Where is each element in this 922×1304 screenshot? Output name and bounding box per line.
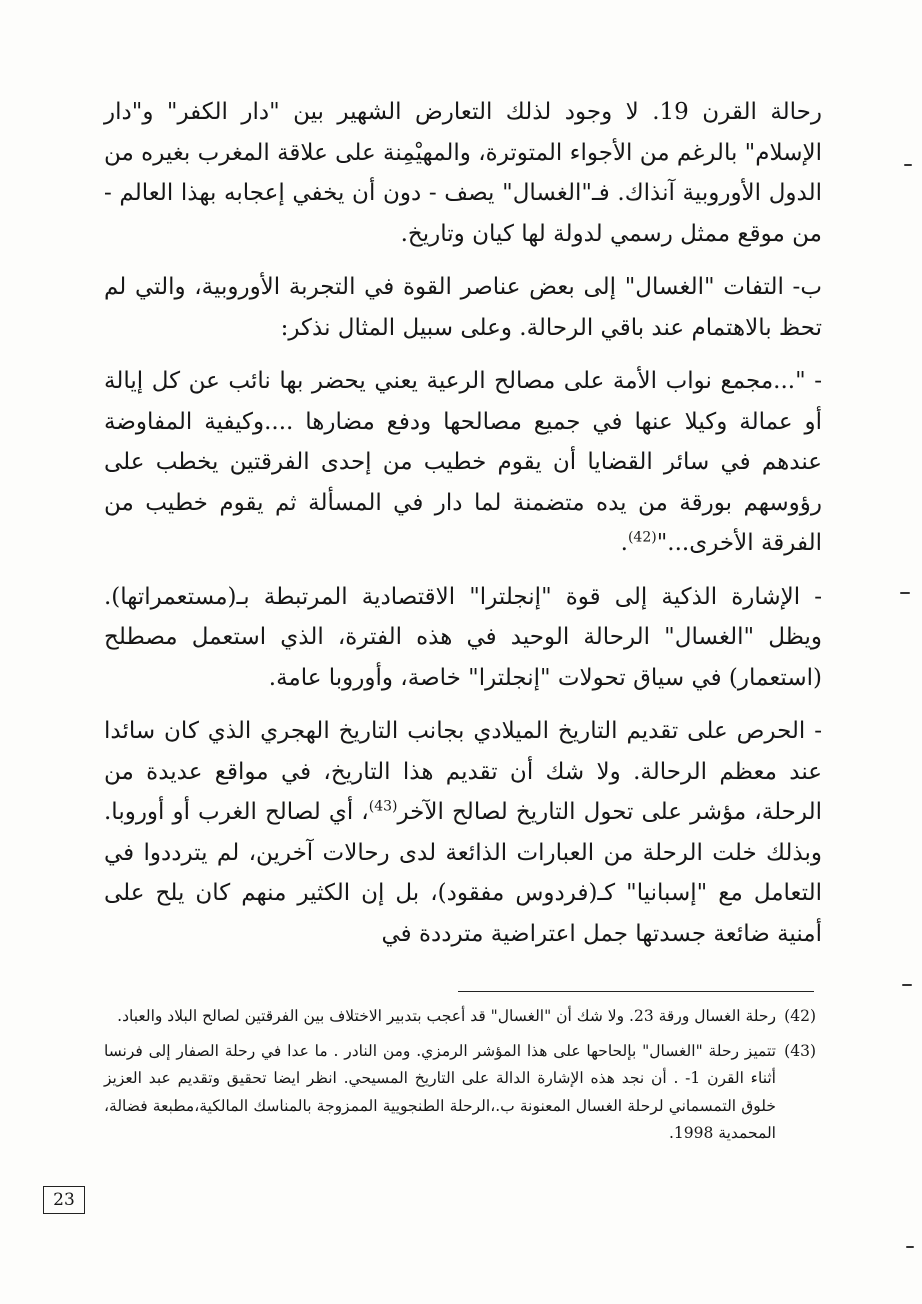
paragraph-dates xyxy=(104,711,822,954)
footnote-number: (42) xyxy=(784,1007,816,1025)
page-number: 23 xyxy=(43,1186,85,1214)
footnotes xyxy=(104,1003,816,1155)
footnote-separator xyxy=(458,991,814,992)
dates-text-before: - الحرص على تقديم التاريخ الميلادي بجانب التاريخ الهجري الذي كان سائدا عند معظم الرحالة. ولا شك أن تقديم هذا التاريخ، في مواقع عديدة من الرحلة، مؤشر على تحول التاريخ لصالح الآخر xyxy=(104,718,822,825)
footnote-number: (43) xyxy=(784,1041,816,1060)
paragraph-point-b: ب- التفات "الغسال" إلى بعض عناصر القوة في التجربة الأوروبية، والتي لم تحظ بالاهتمام عند باقي الرحالة. وعلى سبيل المثال نذكر: xyxy=(104,274,822,341)
dates-text-after: ، أي لصالح الغرب أو أوروبا. وبذلك خلت الرحلة من العبارات الذائعة لدى رحالات آخرين، لم يترددوا في التعامل مع "إسبانيا" كـ(فردوس مفقود)، بل إن الكثير منهم كان يلح على أمنية ضائعة جسدتها جمل اعتراضية مترددة في xyxy=(104,799,822,947)
footnote-ref-42: (42) xyxy=(627,529,657,546)
footnote-ref-43: (43) xyxy=(368,798,398,815)
quote-text: - "...مجمع نواب الأمة على مصالح الرعية يعني يحضر بها نائب عن كل إيالة أو عمالة وكيلا عنها في جميع مصالحها ودفع مضارها ....وكيفية المفاوضة عندهم في سائر القضايا أن يقوم خطيب من إحدى الفرقتين يخطب على رؤوسهم بورقة من يده متضمنة لما دار في المسألة ثم يقوم خطيب من الفرقة الأخرى..." xyxy=(104,368,822,556)
paragraph-quote xyxy=(104,361,822,564)
footnote-text: تتميز رحلة "الغسال" بإلحاحها على هذا المؤشر الرمزي. ومن النادر . ما عدا في رحلة الصفار إلى فرنسا أثناء القرن 1- . أن نجد هذه الإشارة الدالة على التاريخ المسيحي. انظر ايضا تحقيق وتقديم عبد العزيز خلوق التمسماني لرحلة الغسال المعنونة ب.،الرحلة الطنجويية الممزوجة بالمناسك المالكية،مطبعة فضالة، المحمدية 1998. xyxy=(104,1041,776,1142)
footnote-42 xyxy=(104,1003,816,1031)
scan-mark xyxy=(904,164,912,166)
scan-mark xyxy=(900,592,910,594)
scan-mark xyxy=(906,1246,914,1248)
paragraph-england: - الإشارة الذكية إلى قوة "إنجلترا" الاقتصادية المرتبطة بـ(مستعمراتها). ويظل "الغسال" الرحالة الوحيد في هذه الفترة، الذي استعمل مصطلح (استعمار) في سياق تحولات "إنجلترا" خاصة، وأوروبا عامة. xyxy=(104,583,822,691)
footnote-text: رحلة الغسال ورقة 23. ولا شك أن "الغسال" قد أعجب بتدبير الاختلاف بين الفرقتين لصالح البلاد والعباد. xyxy=(117,1007,776,1025)
paragraph-intro: رحالة القرن 19. لا وجود لذلك التعارض الشهير بين "دار الكفر" و"دار الإسلام" بالرغم من الأجواء المتوترة، والمهيْمِنة على علاقة المغرب بغيره من الدول الأوروبية آنذاك. فـ"الغسال" يصف - دون أن يخفي إعجابه بهذا العالم - من موقع ممثل رسمي لدولة لها كيان وتاريخ. xyxy=(104,99,822,247)
quote-end: . xyxy=(620,530,628,556)
footnote-43 xyxy=(104,1038,816,1148)
scan-mark xyxy=(902,984,912,986)
main-text xyxy=(104,92,822,967)
